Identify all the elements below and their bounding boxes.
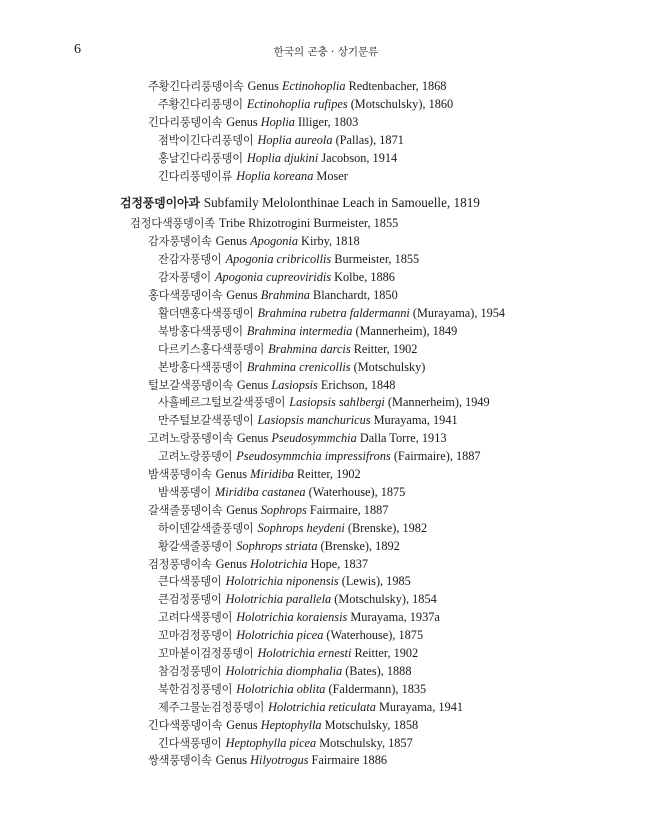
taxon-entry-species (158, 681, 426, 698)
korean-name: 다르키스홍다색풍뎅이 (158, 342, 265, 356)
authority: Fairmaire, 1887 (306, 502, 389, 517)
scientific-name: Ectinohoplia rufipes (246, 96, 348, 111)
korean-name: 고려노랑풍뎅이속 (148, 432, 233, 446)
authority: Burmeister, 1855 (331, 252, 420, 267)
taxon-entry-species (158, 735, 413, 752)
authority: (Brenske), 1892 (317, 538, 400, 553)
korean-name: 홍다색풍뎅이속 (148, 289, 223, 302)
rank-label: Genus (226, 717, 261, 732)
authority: Fairmaire 1886 (308, 753, 387, 768)
taxon-entry-species (158, 150, 397, 167)
scientific-name: Holotrichia reticulata (268, 699, 376, 714)
scientific-name: Lasiopsis sahlbergi (289, 395, 385, 410)
authority: (Waterhouse), 1875 (323, 628, 424, 643)
authority: Moser (313, 168, 348, 183)
korean-name: 검정풍뎅이속 (148, 557, 212, 571)
authority: Kirby, 1818 (297, 234, 360, 249)
taxon-entry-genus (148, 233, 360, 250)
authority: Kolbe, 1886 (331, 270, 395, 285)
korean-name: 북방홍다색풍뎅이 (158, 324, 243, 338)
taxon-entry-species (158, 323, 457, 340)
taxon-entry-subfamily (120, 195, 480, 211)
korean-name: 감자풍뎅이 (158, 271, 212, 285)
scientific-name: Miridiba (250, 467, 294, 481)
korean-name: 본방홍다색풍뎅이 (158, 360, 243, 374)
scientific-name: Apogonia (250, 234, 298, 249)
taxon-entry-species (158, 627, 423, 644)
scientific-name: Pseudosymmchia (271, 431, 357, 446)
authority: Redtenbacher, 1868 (345, 79, 447, 93)
taxon-entry-species (158, 96, 453, 113)
korean-name: 만주털보갈색풍뎅이 (158, 414, 254, 428)
korean-name: 점박이긴다리풍뎅이 (158, 133, 254, 147)
taxon-entry-species (158, 305, 505, 322)
authority: (Mannerheim), 1949 (384, 395, 490, 410)
taxon-entry-species (158, 448, 481, 465)
scientific-name: Holotrichia ernesti (257, 646, 352, 660)
scientific-name: Sophrops heydeni (257, 520, 345, 535)
scientific-name: Holotrichia (250, 556, 308, 571)
taxon-entry-species (158, 341, 417, 358)
authority: Motschulsky, 1857 (316, 735, 413, 750)
korean-name: 긴다색풍뎅이속 (148, 718, 223, 732)
taxon-entry-species (158, 609, 440, 626)
authority: Motschulsky, 1858 (321, 717, 419, 732)
authority: Illiger, 1803 (294, 114, 359, 129)
taxon-entry-genus (148, 430, 447, 447)
taxon-entry-species (158, 591, 437, 608)
authority: Murayama, 1937a (347, 610, 440, 625)
authority: Reitter, 1902 (293, 467, 361, 481)
korean-name: 긴다리풍뎅이속 (148, 115, 223, 129)
authority: (Lewis), 1985 (338, 574, 411, 589)
korean-name: 제주그물눈검정풍뎅이 (158, 700, 265, 714)
authority: (Waterhouse), 1875 (305, 484, 406, 499)
authority: (Motschulsky), 1854 (331, 592, 437, 607)
authority: Hope, 1837 (307, 556, 368, 571)
taxon-entry-tribe (130, 215, 398, 232)
korean-name: 검정풍뎅이아과 (120, 196, 200, 211)
taxon-entry-genus (148, 502, 388, 519)
scientific-name: Pseudosymmchia impressifrons (236, 449, 391, 464)
taxon-entry-species (158, 520, 427, 537)
rank-label: Genus (215, 467, 251, 481)
authority: Dalla Torre, 1913 (356, 431, 447, 446)
taxon-entry-species (158, 663, 411, 680)
authority: Erichson, 1848 (317, 377, 396, 392)
taxon-entry-species (158, 573, 411, 590)
scientific-name: Hilyotrogus (250, 753, 309, 768)
rank-label: Genus (215, 556, 251, 571)
scientific-name: Brahmina darcis (268, 341, 351, 356)
rank-label: Subfamily Melolonthinae Leach in Samouelle, 1819 (203, 195, 480, 211)
scientific-name: Heptophylla picea (225, 735, 317, 750)
scientific-name: Brahmina intermedia (246, 323, 353, 338)
scientific-name: Hoplia djukini (246, 150, 319, 165)
korean-name: 긴다리풍뎅이류 (158, 169, 233, 183)
rank-label: Genus (215, 753, 251, 768)
authority: Murayama, 1941 (370, 413, 458, 428)
korean-name: 밤색풍뎅이속 (148, 468, 212, 481)
taxon-entry-genus (148, 287, 398, 304)
korean-name: 활더맨홍다색풍뎅이 (158, 306, 254, 320)
authority: Jacobson, 1914 (318, 150, 398, 165)
taxon-entry-species (158, 412, 458, 429)
rank-label: Genus (247, 79, 282, 93)
taxon-entry-species (158, 484, 405, 501)
scientific-name: Sophrops (260, 502, 307, 517)
rank-label: Genus (236, 377, 272, 392)
taxon-entry-species (158, 359, 425, 376)
korean-name: 큰검정풍뎅이 (158, 593, 222, 607)
authority: (Bates), 1888 (342, 663, 412, 678)
authority: (Pallas), 1871 (332, 132, 404, 147)
page-number: 6 (74, 42, 81, 57)
authority: (Faldermann), 1835 (325, 681, 427, 696)
scientific-name: Brahmina rubetra faldermanni (257, 305, 410, 320)
scientific-name: Holotrichia koraiensis (236, 610, 348, 625)
scientific-name: Lasiopsis (271, 377, 318, 392)
korean-name: 북한검정풍뎅이 (158, 682, 233, 696)
scientific-name: Miridiba castanea (215, 484, 306, 499)
korean-name: 검정다색풍뎅이족 (130, 217, 215, 231)
scientific-name: Ectinohoplia (281, 79, 346, 93)
taxon-entry-genus (148, 752, 387, 769)
korean-name: 갈색줄풍뎅이속 (148, 503, 223, 517)
authority: Murayama, 1941 (375, 699, 463, 714)
korean-name: 털보갈색풍뎅이속 (148, 378, 233, 392)
scientific-name: Brahmina crenicollis (246, 359, 351, 374)
authority: (Brenske), 1982 (344, 520, 428, 535)
taxon-entry-genus (148, 466, 361, 483)
taxon-entry-species (158, 645, 418, 662)
korean-name: 황갈색줄풍뎅이 (158, 539, 233, 553)
rank-label: Genus (226, 502, 261, 517)
scientific-name: Apogonia cupreoviridis (215, 270, 332, 285)
rank-label: Genus (226, 288, 261, 302)
korean-name: 참검정풍뎅이 (158, 664, 222, 678)
korean-name: 고려다색풍뎅이 (158, 611, 233, 625)
taxon-entry-species (158, 251, 419, 268)
korean-name: 고려노랑풍뎅이 (158, 450, 233, 464)
korean-name: 잔감자풍뎅이 (158, 253, 222, 267)
authority: (Motschulsky), 1860 (347, 96, 454, 111)
korean-name: 쌍색풍뎅이속 (148, 754, 212, 768)
korean-name: 주황긴다리풍뎅이속 (148, 80, 244, 93)
running-header: 한국의 곤충 · 상기문류 (273, 46, 379, 58)
scientific-name: Apogonia cribricollis (225, 252, 332, 267)
scientific-name: Brahmina (260, 288, 310, 302)
rank-label: Genus (215, 234, 251, 249)
authority: (Fairmaire), 1887 (390, 449, 481, 464)
scientific-name: Holotrichia parallela (225, 592, 332, 607)
taxon-entry-species (158, 132, 404, 149)
taxon-entry-species (158, 699, 463, 716)
korean-name: 꼬마검정풍뎅이 (158, 629, 233, 643)
korean-name: 사흘베르그털보갈색풍뎅이 (158, 396, 286, 410)
authority: (Mannerheim), 1849 (352, 323, 458, 338)
scientific-name: Holotrichia niponensis (225, 574, 339, 589)
taxon-entry-genus (148, 377, 395, 394)
scientific-name: Holotrichia oblita (236, 681, 326, 696)
korean-name: 밤색풍뎅이 (158, 485, 212, 499)
taxon-entry-genus (148, 114, 358, 131)
scientific-name: Holotrichia diomphalia (225, 663, 343, 678)
scientific-name: Heptophylla (260, 717, 322, 732)
taxon-entry-genus (148, 78, 446, 95)
rank-label: Genus (236, 431, 272, 446)
scientific-name: Hoplia (260, 114, 295, 129)
taxon-entry-genus (148, 556, 368, 573)
taxon-entry-species (158, 168, 348, 185)
rank-label: Tribe Rhizotrogini Burmeister, 1855 (218, 216, 399, 231)
korean-name: 긴다색풍뎅이 (158, 736, 222, 750)
authority: Reitter, 1902 (350, 341, 418, 356)
rank-label: Genus (226, 114, 261, 129)
taxon-entry-species (158, 269, 395, 286)
korean-name: 홍날긴다리풍뎅이 (158, 151, 243, 165)
scientific-name: Holotrichia picea (236, 628, 324, 643)
scientific-name: Lasiopsis manchuricus (257, 413, 371, 428)
korean-name: 감자풍뎅이속 (148, 235, 212, 249)
korean-name: 하이덴갈색줄풍뎅이 (158, 521, 254, 535)
taxon-entry-species (158, 538, 400, 555)
scientific-name: Hoplia aureola (257, 132, 333, 147)
taxon-entry-genus (148, 717, 418, 734)
korean-name: 꼬마붙이검정풍뎅이 (158, 647, 254, 660)
scientific-name: Hoplia koreana (236, 168, 314, 183)
taxon-entry-species (158, 394, 490, 411)
scientific-name: Sophrops striata (236, 538, 318, 553)
korean-name: 큰다색풍뎅이 (158, 575, 222, 589)
authority: (Murayama), 1954 (409, 305, 506, 320)
authority: (Motschulsky) (350, 359, 426, 374)
authority: Blanchardt, 1850 (309, 288, 398, 302)
authority: Reitter, 1902 (351, 646, 419, 660)
korean-name: 주황긴다리풍뎅이 (158, 97, 243, 111)
